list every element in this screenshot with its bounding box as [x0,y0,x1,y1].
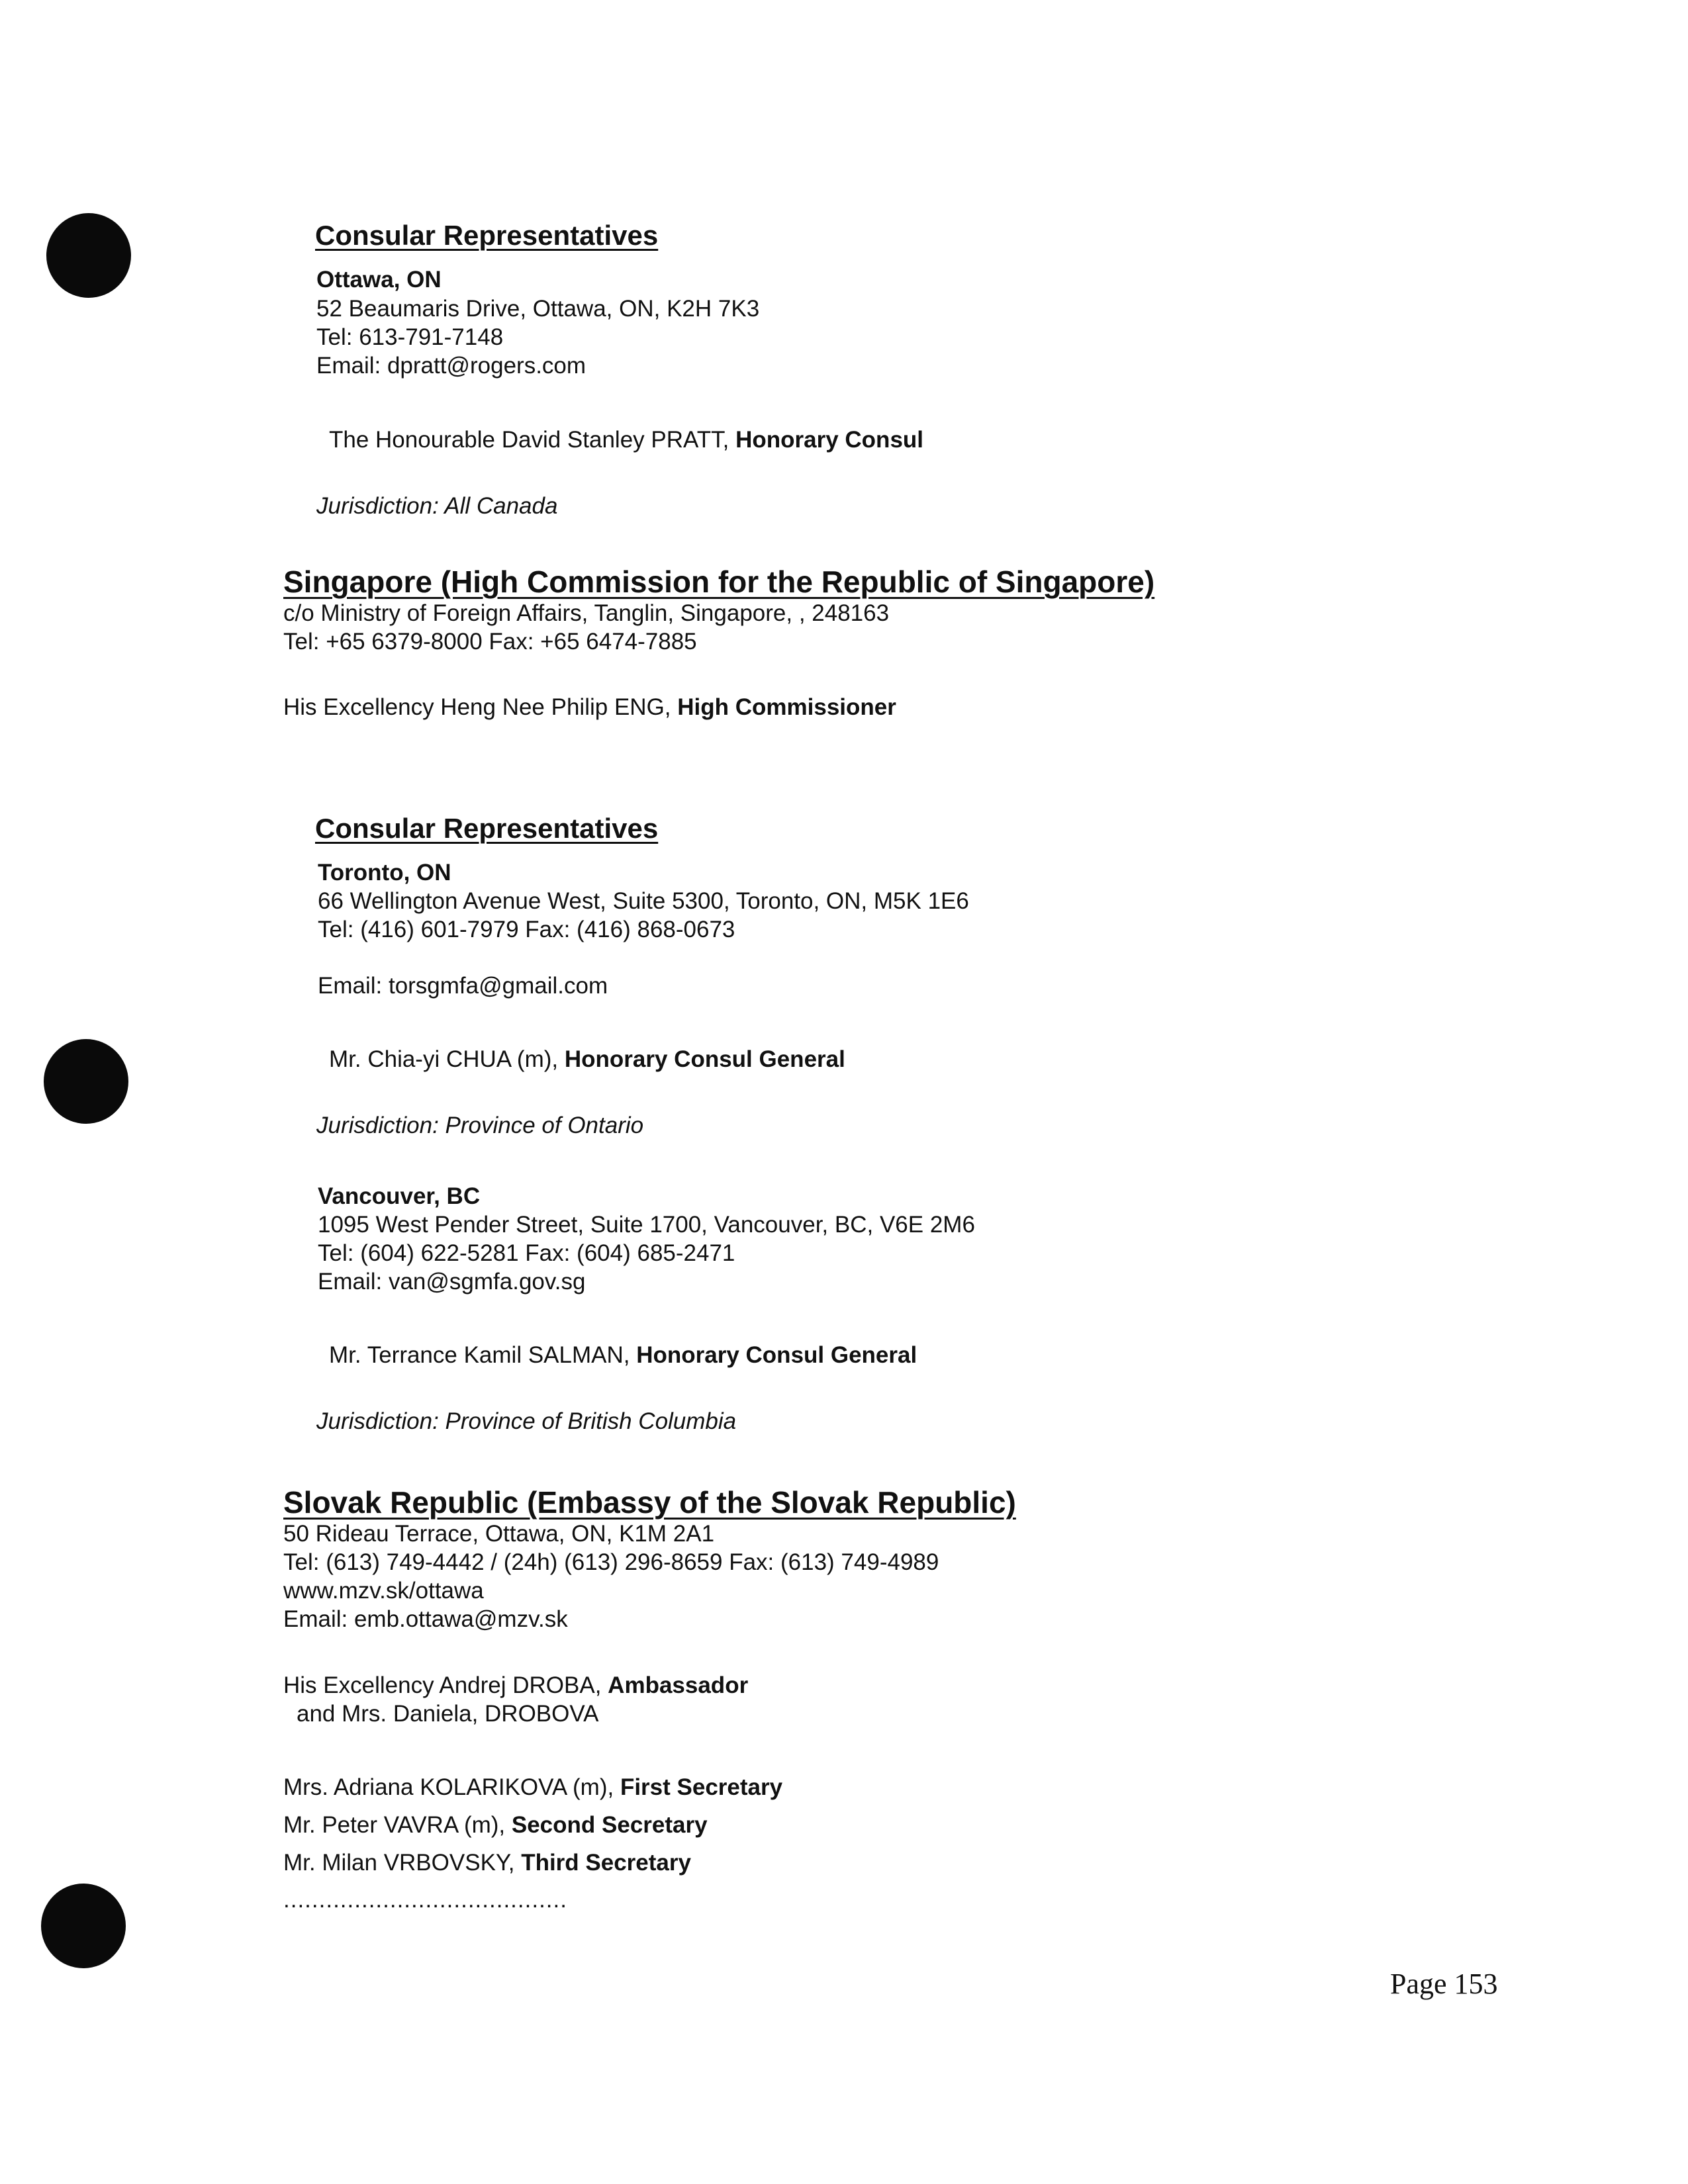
phone-line: Tel: (613) 749-4442 / (24h) (613) 296-8659 Fax: (613) 749-4989 [283,1549,939,1575]
jurisdiction: Jurisdiction: All Canada [316,493,558,519]
address-line: 50 Rideau Terrace, Ottawa, ON, K1M 2A1 [283,1521,715,1547]
consular-heading-1: Consular Representatives [315,220,659,251]
staff-entry [283,1849,691,1877]
person-title: First Secretary [620,1774,783,1800]
staff-entry [283,1774,782,1801]
person-name: Mr. Milan VRBOVSKY, [283,1850,522,1876]
person-title: Second Secretary [511,1812,708,1838]
binder-hole-bottom [41,1884,126,1968]
person-title: Honorary Consul General [636,1342,917,1368]
ambassador-entry [283,1672,748,1700]
consul-entry [329,426,923,454]
address-line: 1095 West Pender Street, Suite 1700, Vancouver, BC, V6E 2M6 [318,1212,975,1238]
person-title: Honorary Consul [735,427,924,453]
binder-hole-middle [44,1039,128,1124]
email-line: Email: torsgmfa@gmail.com [318,973,608,999]
person-name: The Honourable David Stanley PRATT, [329,427,736,453]
person-name: His Excellency Heng Nee Philip ENG, [283,694,678,720]
country-heading-slovak: Slovak Republic (Embassy of the Slovak Republic) [283,1485,1016,1520]
person-name: Mr. Peter VAVRA (m), [283,1812,512,1838]
website-line: www.mzv.sk/ottawa [283,1578,484,1604]
address-line: 66 Wellington Avenue West, Suite 5300, Toronto, ON, M5K 1E6 [318,888,969,914]
country-heading-singapore: Singapore (High Commission for the Republic of Singapore) [283,565,1155,599]
city-toronto: Toronto, ON [318,860,451,886]
high-commissioner-entry [283,694,896,721]
person-title: Third Secretary [521,1850,691,1876]
person-title: Ambassador [608,1672,749,1698]
staff-entry [283,1811,708,1839]
person-name: Mr. Terrance Kamil SALMAN, [329,1342,637,1368]
person-name: Mrs. Adriana KOLARIKOVA (m), [283,1774,620,1800]
city-vancouver: Vancouver, BC [318,1183,481,1209]
email-line: Email: dpratt@rogers.com [316,353,586,379]
email-line: Email: van@sgmfa.gov.sg [318,1269,586,1295]
person-title: High Commissioner [677,694,896,720]
spouse-line: and Mrs. Daniela, DROBOVA [297,1701,599,1727]
person-name: His Excellency Andrej DROBA, [283,1672,608,1698]
phone-line: Tel: (604) 622-5281 Fax: (604) 685-2471 [318,1240,735,1266]
page-number: Page 153 [1390,1968,1498,2000]
phone-line: Tel: (416) 601-7979 Fax: (416) 868-0673 [318,917,735,942]
person-title: Honorary Consul General [564,1046,845,1072]
consular-heading-2: Consular Representatives [315,813,659,844]
consul-general-entry [329,1342,917,1369]
phone-line: Tel: +65 6379-8000 Fax: +65 6474-7885 [283,629,697,655]
email-line: Email: emb.ottawa@mzv.sk [283,1606,568,1632]
binder-hole-top [46,213,131,298]
dotted-separator: ........................................ [283,1887,567,1913]
jurisdiction: Jurisdiction: Province of British Columbia [316,1408,737,1434]
address-line: 52 Beaumaris Drive, Ottawa, ON, K2H 7K3 [316,296,760,322]
phone-line: Tel: 613-791-7148 [316,324,504,350]
jurisdiction: Jurisdiction: Province of Ontario [316,1113,644,1138]
person-name: Mr. Chia-yi CHUA (m), [329,1046,565,1072]
consul-general-entry [329,1046,845,1073]
address-line: c/o Ministry of Foreign Affairs, Tanglin, Singapore, , 248163 [283,600,890,626]
city-ottawa: Ottawa, ON [316,267,442,293]
